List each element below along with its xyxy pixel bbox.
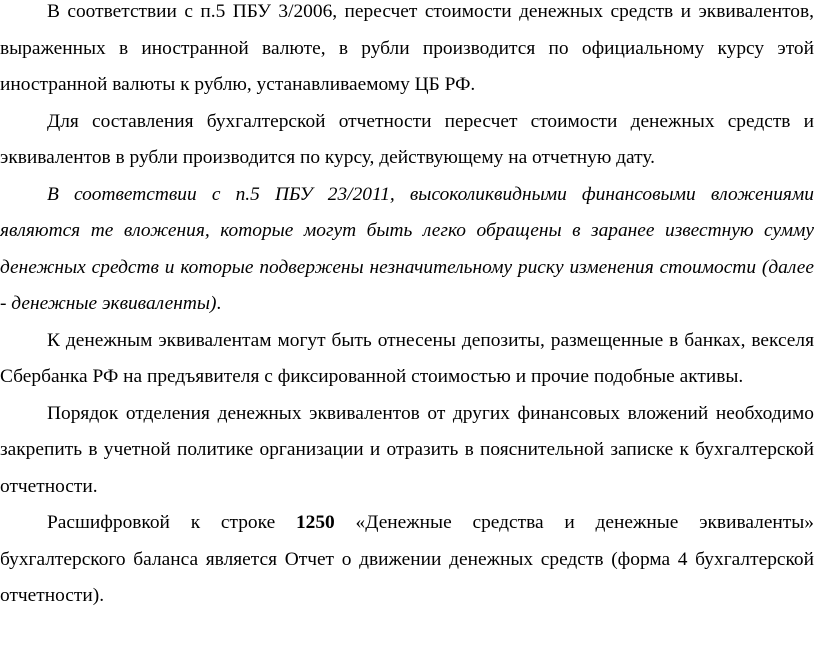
paragraph-line-1250	[0, 505, 814, 615]
definition-italic-text: В соответствии с п.5 ПБУ 23/2011, высоколиквидными финансовыми вложениями являются те вложения, которые могут быть легко обращены в заранее известную сумму денежных средств и которые подвержены незначительному риску изменения стоимости (далее - денежные эквиваленты)	[0, 183, 814, 314]
definition-tail: .	[216, 293, 222, 314]
line-code-1250: 1250	[295, 512, 335, 533]
paragraph-accounting-policy: Порядок отделения денежных эквивалентов от других финансовых вложений необходимо закрепить в учетной политике организации и отразить в пояснительной записке к бухгалтерской отчетности.	[0, 402, 814, 497]
paragraph-equivalent-examples: К денежным эквивалентам могут быть отнесены депозиты, размещенные в банках, векселя Сбербанка РФ на предъявителя с фиксированной стоимостью и прочие подобные активы.	[0, 329, 814, 387]
line-1250-before: Расшифровкой к строке	[47, 512, 296, 533]
paragraph-reporting-date-rate: Для составления бухгалтерской отчетности пересчет стоимости денежных средств и эквивалентов в рубли производится по курсу, действующему на отчетную дату.	[0, 110, 814, 168]
paragraph-cash-equivalents-definition	[0, 177, 814, 323]
line-1250-after: «Денежные средства и денежные эквиваленты» бухгалтерского баланса является Отчет о движении денежных средств (форма 4 бухгалтерской отчетности).	[0, 512, 815, 606]
paragraph-currency-conversion: В соответствии с п.5 ПБУ 3/2006, пересчет стоимости денежных средств и эквивалентов, выраженных в иностранной валюте, в рубли производится по официальному курсу этой иностранной валюты к рублю, устанавливаемому ЦБ РФ.	[0, 1, 814, 95]
